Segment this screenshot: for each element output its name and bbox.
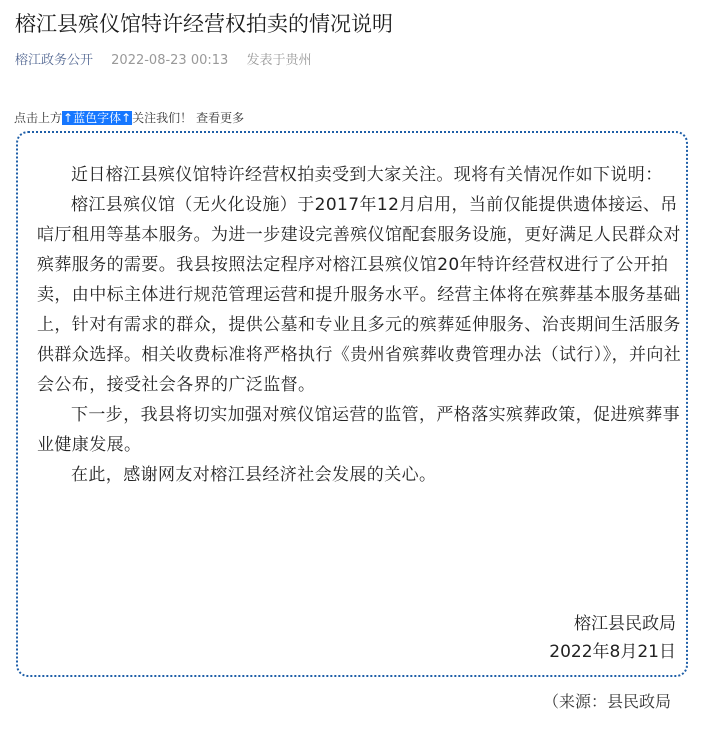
follow-prompt: [14, 109, 244, 127]
follow-prefix: 点击上方: [14, 111, 63, 125]
paragraph-details: 榕江县殡仪馆（无火化设施）于2017年12月启用，当前仅能提供遗体接运、吊唁厅租用等基本服务。为进一步建设完善殡仪馆配套服务设施，更好满足人民群众对殡葬服务的需要。我县按照法定程序对榕江县殡仪馆20年特许经营权进行了公开拍卖，由中标主体进行规范管理运营和提升服务水平。经营主体将在殡葬基本服务基础上，针对有需求的群众，提供公墓和专业且多元的殡葬延伸服务、治丧期间生活服务供群众选择。相关收费标准将严格执行《贵州省殡葬收费管理办法（试行）》，并向社会公布，接受社会各界的广泛监督。: [37, 195, 682, 395]
article-body: [37, 160, 683, 490]
paragraph-intro: 近日榕江县殡仪馆特许经营权拍卖受到大家关注。现将有关情况作如下说明：: [71, 165, 663, 185]
signature-org: 榕江县民政局: [574, 614, 676, 634]
publish-location: 发表于贵州: [246, 53, 312, 68]
article-title: 榕江县殡仪馆特许经营权拍卖的情况说明: [15, 12, 393, 36]
see-more-link[interactable]: 查看更多: [196, 111, 245, 125]
paragraph-thanks: 在此，感谢网友对榕江县经济社会发展的关心。: [71, 465, 437, 485]
source-note: （来源：县民政局: [543, 692, 672, 711]
blue-font-tag[interactable]: ↑蓝色字体↑: [63, 111, 132, 125]
account-name-link[interactable]: 榕江政务公开: [15, 53, 94, 68]
article-meta: [15, 52, 311, 70]
publish-time: 2022-08-23 00:13: [111, 53, 229, 68]
follow-suffix: 关注我们！: [132, 111, 193, 125]
signature-block: [549, 610, 676, 666]
signature-date: 2022年8月21日: [549, 642, 676, 662]
paragraph-next-step: 下一步，我县将切实加强对殡仪馆运营的监管，严格落实殡葬政策，促进殡葬事业健康发展。: [37, 405, 680, 455]
